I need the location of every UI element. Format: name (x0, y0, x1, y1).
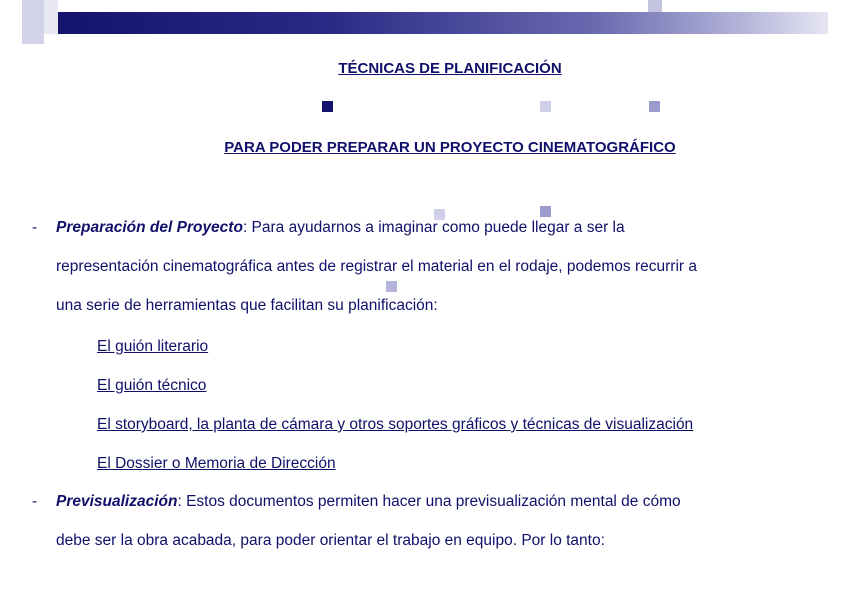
bullet-text: : Para ayudarnos a imaginar como puede llegar a ser la (242, 219, 625, 236)
bullet-term: Previsualización (56, 493, 178, 510)
mid-square-icon (649, 101, 660, 112)
header-gradient-bar (58, 12, 828, 34)
bullet-previsualizacion (32, 482, 822, 560)
bullet-text: debe ser la obra acabada, para poder orientar el trabajo en equipo. Por lo tanto: (56, 532, 605, 549)
decorative-left-strip (22, 0, 44, 44)
bullet-term: Preparación del Proyecto (56, 219, 243, 236)
decorative-top-nub (648, 0, 662, 12)
bullet-text: : Estos documentos permiten hacer una previsualización mental de cómo (177, 493, 681, 510)
bullet-dash: - (32, 219, 38, 236)
link-storyboard[interactable]: El storyboard, la planta de cámara y otros soportes gráficos y técnicas de visualización (97, 416, 694, 433)
dark-square-icon (322, 101, 333, 112)
link-guion-tecnico[interactable]: El guión técnico (97, 377, 207, 394)
bullet-text: una serie de herramientas que facilitan su planificación: (56, 297, 438, 314)
page-title: TÉCNICAS DE PLANIFICACIÓN (338, 60, 562, 77)
page-subtitle: PARA PODER PREPARAR UN PROYECTO CINEMATOGRÁFICO (224, 139, 676, 156)
link-dossier[interactable]: El Dossier o Memoria de Dirección (97, 455, 336, 472)
tool-link-list (97, 327, 693, 483)
link-guion-literario[interactable]: El guión literario (97, 338, 209, 355)
bullet-dash: - (32, 493, 38, 510)
bullet-preparacion (32, 208, 822, 325)
bullet-text: representación cinematográfica antes de registrar el material en el rodaje, podemos recurrir a (56, 258, 697, 275)
light-square-icon (540, 101, 551, 112)
decorative-left-strip-light (44, 0, 58, 34)
